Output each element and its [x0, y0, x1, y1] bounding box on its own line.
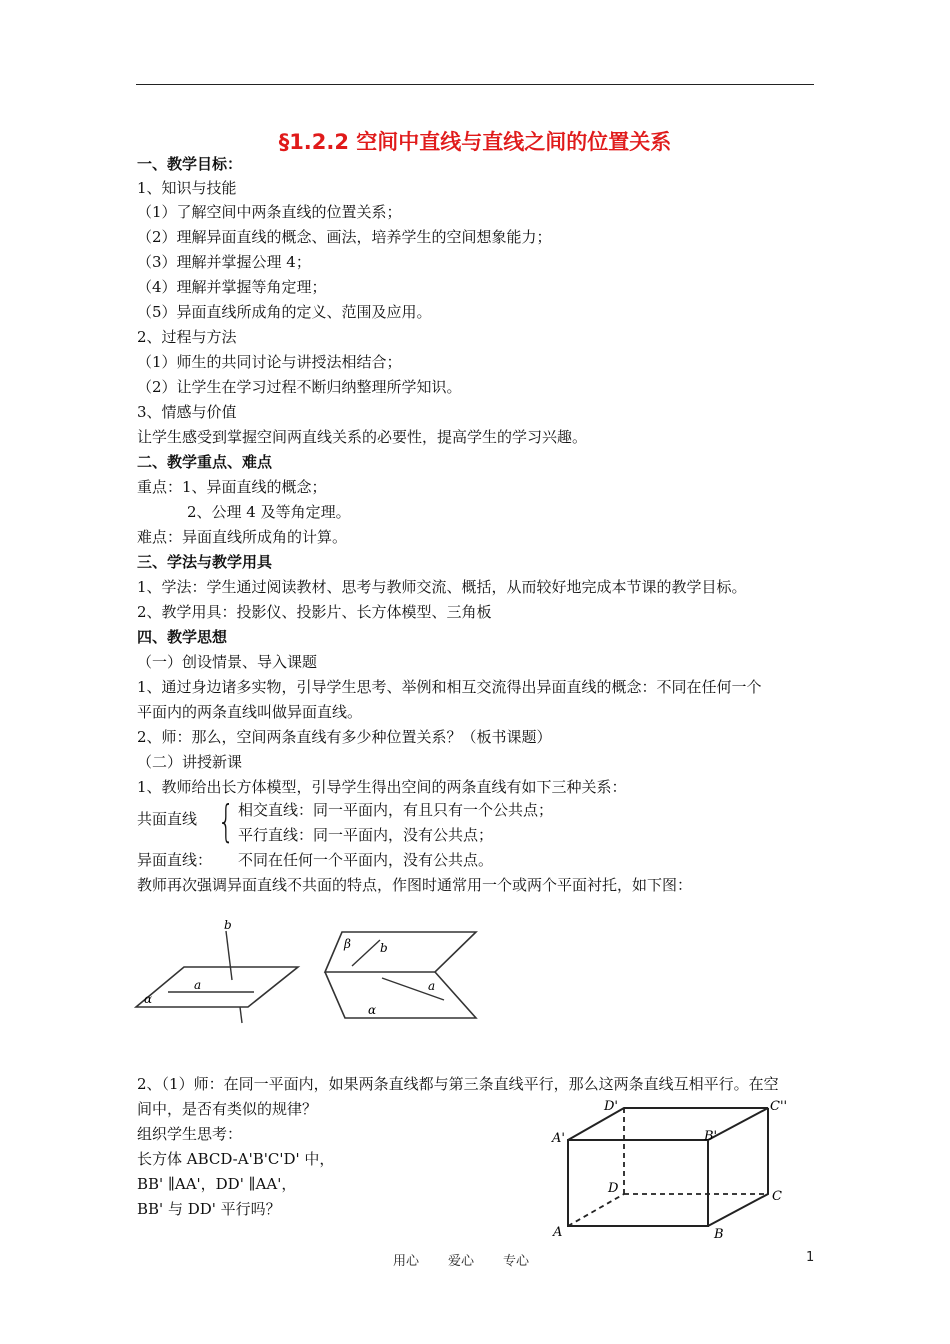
text-line: （一）创设情景、导入课题	[137, 653, 318, 671]
label-C1: C''	[770, 1099, 788, 1114]
brace-symbol: {	[217, 796, 235, 847]
text-line: 3、情感与价值	[137, 403, 237, 421]
label-D: D	[608, 1181, 619, 1196]
text-line: 1、通过身边诸多实物，引导学生思考、举例和相互交流得出异面直线的概念：不同在任何一个	[137, 678, 762, 696]
text-line: 2、公理 4 及等角定理。	[187, 503, 351, 521]
text-line: 1、教师给出长方体模型，引导学生得出空间的两条直线有如下三种关系：	[137, 778, 627, 796]
skew-label: 异面直线：	[137, 851, 213, 869]
page-title: §1.2.2 空间中直线与直线之间的位置关系	[278, 130, 672, 154]
coplanar-label: 共面直线	[137, 810, 198, 828]
label-C: C	[772, 1189, 782, 1204]
text-line: 2、师：那么，空间两条直线有多少种位置关系？（板书课题）	[137, 728, 552, 746]
label-D1: D'	[604, 1099, 618, 1114]
text-line: （二）讲授新课	[137, 753, 243, 771]
text-line: BB' 与 DD' 平行吗？	[137, 1200, 281, 1218]
section-heading: 一、教学目标：	[137, 155, 243, 173]
label-b: b	[380, 941, 388, 955]
text-line: 间中，是否有类似的规律？	[137, 1100, 318, 1118]
text-line: 相交直线：同一平面内，有且只有一个公共点；	[238, 801, 554, 819]
label-alpha: α	[144, 992, 153, 1006]
text-line: 2、过程与方法	[137, 328, 237, 346]
text-line: 让学生感受到掌握空间两直线关系的必要性，提高学生的学习兴趣。	[137, 428, 588, 446]
cuboid-figure	[548, 1096, 788, 1244]
text-line: 难点：异面直线所成角的计算。	[137, 528, 348, 546]
text-line: 组织学生思考：	[137, 1125, 243, 1143]
footer-left: 用心	[393, 1254, 420, 1269]
text-line: （4）理解并掌握等角定理；	[137, 278, 327, 296]
label-B: B	[714, 1227, 724, 1242]
text-line: 2、教学用具：投影仪、投影片、长方体模型、三角板	[137, 603, 492, 621]
text-line: 2、（1）师：在同一平面内，如果两条直线都与第三条直线平行，那么这两条直线互相平行。在空	[137, 1075, 779, 1093]
text-line: BB' ∥AA'，DD' ∥AA'，	[137, 1175, 297, 1193]
label-B1: B'	[704, 1129, 718, 1144]
section-heading: 四、教学思想	[137, 628, 228, 646]
text-line: 平面内的两条直线叫做异面直线。	[137, 703, 363, 721]
section-heading: 三、学法与教学用具	[137, 553, 273, 571]
text-line: （1）师生的共同讨论与讲授法相结合；	[137, 353, 402, 371]
footer-right: 专心	[503, 1254, 530, 1269]
label-beta: β	[344, 937, 351, 951]
label-b: b	[224, 918, 232, 932]
header-rule	[136, 84, 814, 85]
skew-lines-figure-two-planes	[320, 918, 480, 1028]
text-line: （5）异面直线所成角的定义、范围及应用。	[137, 303, 432, 321]
text-line: 长方体 ABCD-A'B'C'D' 中，	[137, 1150, 335, 1168]
text-line: （2）理解异面直线的概念、画法，培养学生的空间想象能力；	[137, 228, 552, 246]
text-line: （3）理解并掌握公理 4；	[137, 253, 311, 271]
label-A: A	[553, 1225, 563, 1240]
text-line: 不同在任何一个平面内，没有公共点。	[238, 851, 494, 869]
text-line: 1、学法：学生通过阅读教材、思考与教师交流、概括，从而较好地完成本节课的教学目标。	[137, 578, 747, 596]
footer-middle: 爱心	[448, 1254, 475, 1269]
text-line: 教师再次强调异面直线不共面的特点，作图时通常用一个或两个平面衬托，如下图：	[137, 876, 693, 894]
label-alpha: α	[368, 1003, 377, 1017]
text-line: 1、知识与技能	[137, 179, 237, 197]
label-a: a	[428, 979, 436, 993]
label-A1: A'	[552, 1131, 565, 1146]
text-line: 重点：1、异面直线的概念；	[137, 478, 327, 496]
text-line: （1）了解空间中两条直线的位置关系；	[137, 203, 402, 221]
text-line: 平行直线：同一平面内，没有公共点；	[238, 826, 494, 844]
label-a: a	[194, 978, 202, 992]
section-heading: 二、教学重点、难点	[137, 453, 273, 471]
text-line: （2）让学生在学习过程不断归纳整理所学知识。	[137, 378, 462, 396]
page-number: 1	[806, 1250, 815, 1265]
skew-lines-figure-one-plane	[134, 915, 304, 1025]
